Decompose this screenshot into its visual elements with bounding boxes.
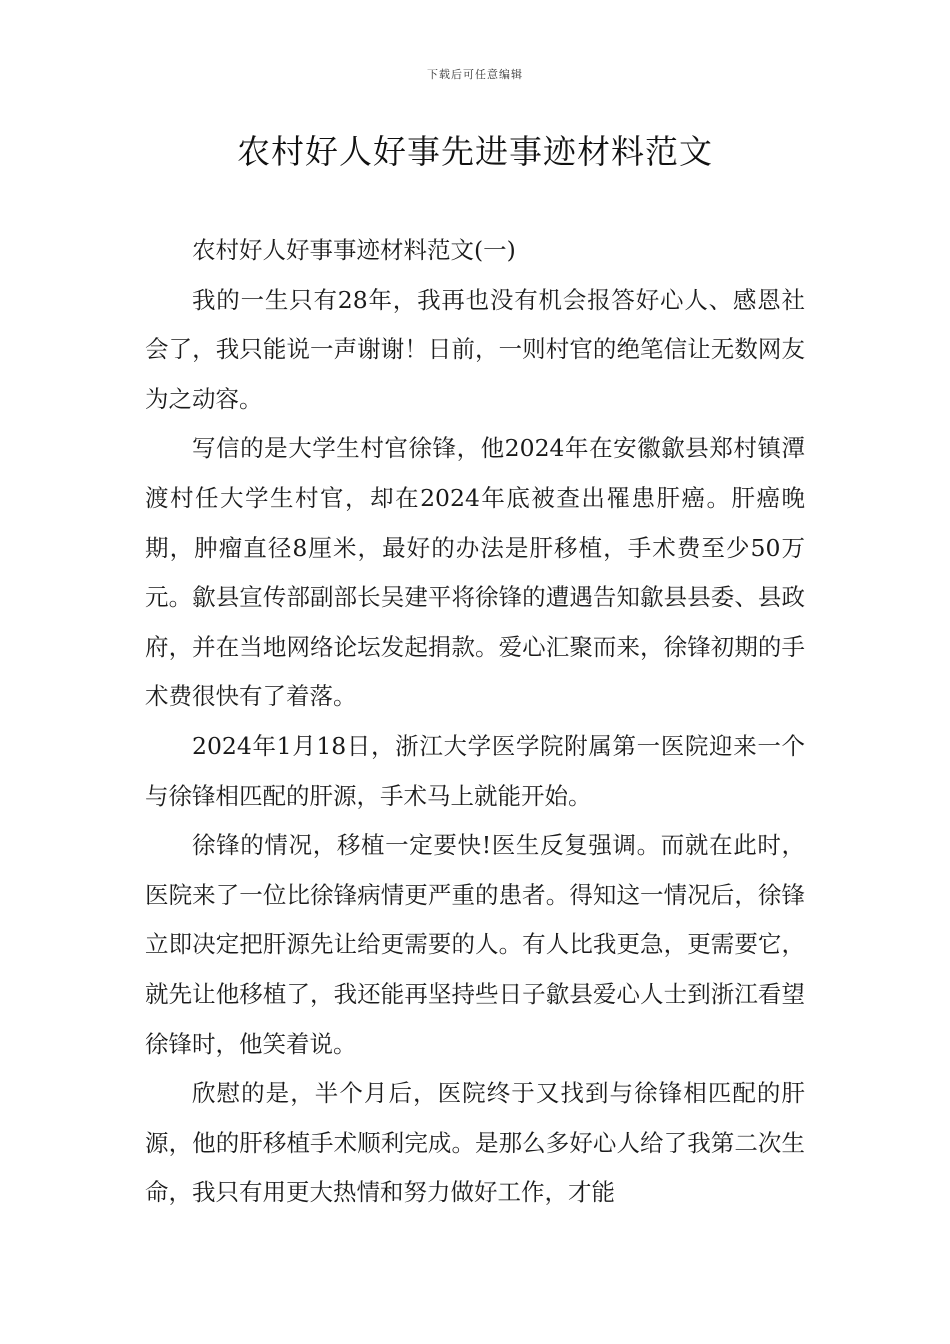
paragraph: 徐锋的情况，移植一定要快!医生反复强调。而就在此时，医院来了一位比徐锋病情更严重的患者。得知这一情况后，徐锋立即决定把肝源先让给更需要的人。有人比我更急，更需要它，就先让他移植了，我还能再坚持些日子歙县爱心人士到浙江看望徐锋时，他笑着说。 [145,831,805,1058]
header-note: 下载后可任意编辑 [427,68,523,81]
paragraph: 我的一生只有28年，我再也没有机会报答好心人、感恩社会了，我只能说一声谢谢！日前，一则村官的绝笔信让无数网友为之动容。 [145,285,805,413]
paragraph: 写信的是大学生村官徐锋，他2024年在安徽歙县郑村镇潭渡村任大学生村官，却在2024年底被查出罹患肝癌。肝癌晚期，肿瘤直径8厘米，最好的办法是肝移植，手术费至少50万元。歙县宣传部副部长吴建平将徐锋的遭遇告知歙县县委、县政府，并在当地网络论坛发起捐款。爱心汇聚而来，徐锋初期的手术费很快有了着落。 [145,434,805,711]
paragraph: 2024年1月18日，浙江大学医学院附属第一医院迎来一个与徐锋相匹配的肝源，手术马上就能开始。 [145,731,805,810]
document-title: 农村好人好事先进事迹材料范文 [237,132,713,171]
paragraph: 欣慰的是，半个月后，医院终于又找到与徐锋相匹配的肝源，他的肝移植手术顺利完成。是那么多好心人给了我第二次生命，我只有用更大热情和努力做好工作，才能 [145,1079,805,1207]
section-heading: 农村好人好事事迹材料范文(一) [192,236,516,264]
document-body [145,226,805,1218]
